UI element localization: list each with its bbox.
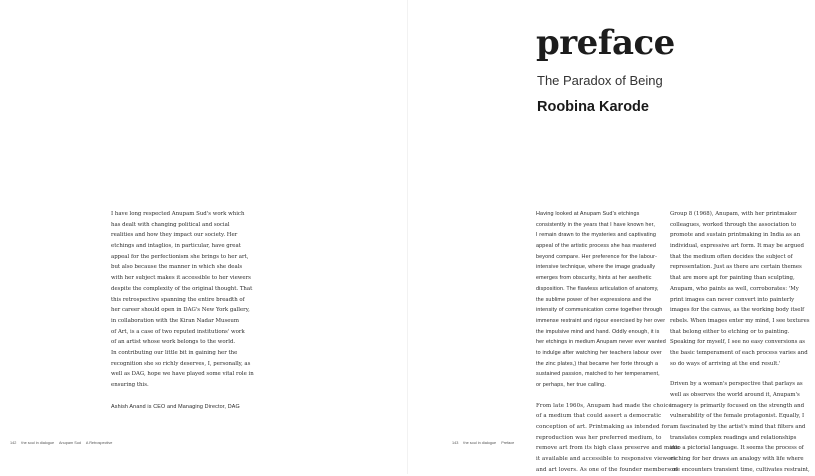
text-line: translates complex readings and relationships [670, 434, 797, 441]
signature-line: Ashish Anand is CEO and Managing Director, DAG [111, 403, 240, 410]
text-line: her career should open in DAG's New York gallery, [111, 307, 250, 314]
text-line: realities and how they impact our society. Her [111, 232, 238, 239]
text-line: one encounters transient time, cultivates restraint, [670, 466, 810, 473]
text-line: ensuring this. [111, 382, 149, 388]
author-name: Roobina Karode [537, 99, 649, 115]
footer-section: Preface [501, 441, 515, 445]
middle-column-text [536, 209, 679, 476]
text-line: that belong either to etching or to painting. [670, 328, 790, 335]
text-line: the impulsive mind and hand. Oddly enough, it is [536, 328, 660, 335]
text-line: well as observes the world around it, Anupam's [670, 392, 800, 398]
text-line: imagery is primarily focused on the strength and [670, 402, 805, 409]
text-line: images for the canvas, as the working body itself [670, 307, 805, 314]
text-line: In contributing our little bit in gaining her the [111, 349, 238, 356]
text-line: consistently in the years that I have known her, [536, 221, 655, 228]
text-line: that are more apt for painting than sculpting, [670, 275, 795, 282]
text-line: it available and accessible to responsive viewers [536, 456, 677, 463]
text-line: Speaking for myself, I see no easy conversions as [670, 339, 806, 346]
footer-book-title: the soul in dialogue [21, 441, 55, 445]
text-line: disposition. The flawless articulation of anatomy, [536, 285, 659, 292]
page-gutter [407, 0, 408, 474]
text-line: the basic temperament of each process varies and [670, 349, 808, 356]
text-line: but also because the manner in which she deals [111, 264, 243, 271]
text-line: emerges from obscurity, hints at her aesthetic [536, 275, 652, 282]
right-column-text [670, 209, 810, 476]
text-line: well as DAG, hope we have played some vital role in [111, 371, 254, 378]
text-line: appeal of the artistic process she has mastered [536, 243, 657, 250]
text-line: I have long respected Anupam Sud's work which [111, 211, 245, 217]
footer-section: Anupam Sud [59, 441, 81, 445]
footer-subsection: A Retrospective [85, 441, 113, 445]
text-line: Having looked at Anupam Sud's etchings [536, 211, 640, 217]
text-line: or perhaps, her true calling. [536, 382, 606, 388]
text-line: of Art, is a case of two reputed institutions' work [111, 328, 245, 335]
footer-right [452, 441, 518, 445]
text-line: beyond compare. Her preference for the labour- [536, 253, 658, 260]
text-line: Anupam, who paints as well, corroborates: 'My [670, 285, 799, 292]
text-line: remove art from its high class preserve and make [536, 445, 680, 452]
text-line: Driven by a woman's perspective that parlays as [670, 381, 803, 388]
text-line: etching for her draws an analogy with life where [670, 456, 804, 463]
text-line: with her subject makes it accessible to her viewers [111, 275, 251, 282]
text-line: immense restraint and rigour exercised by her over [536, 317, 666, 324]
text-line: into a pictorial language. It seems the process of [670, 445, 804, 452]
text-line: and art lovers. As one of the founder members of [536, 466, 678, 473]
left-column-text [111, 209, 254, 412]
text-line: that the medium often decides the subject of [670, 253, 793, 260]
text-line: the zinc plates,) that became her forte through a [536, 360, 659, 367]
text-line: recognition she so richly deserves, I, personally, as [111, 360, 251, 367]
text-line: in collaboration with the Kiran Nadar Museum [111, 317, 240, 324]
text-line: Group 8 (1968), Anupam, with her printmaker [670, 211, 797, 217]
text-line: print images can never convert into painterly [670, 296, 795, 303]
page-number: 142 [10, 441, 17, 445]
text-line: the sublime power of her expressions and the [536, 296, 652, 303]
text-line: conception of art. Printmaking as intended for [536, 424, 670, 431]
text-line: representation. Just as there are certain themes [670, 264, 802, 271]
footer-left [10, 441, 116, 445]
text-line: intensive technique, where the image gradually [536, 264, 656, 271]
text-line: despite the complexity of the original thought. That [111, 285, 253, 292]
text-line: of an artist whose work belongs to the world. [111, 339, 236, 346]
text-line: I remain drawn to the mysteries and captivating [536, 232, 657, 239]
page-number: 143 [452, 441, 459, 445]
text-line: From late 1960s, Anupam had made the choice [536, 402, 672, 409]
text-line: rebels. When images enter my mind, I see textures [670, 317, 810, 324]
text-line: has dealt with changing political and social [111, 221, 230, 228]
text-line: this retrospective spanning the entire breadth of [111, 296, 245, 303]
text-line: of a medium that could assert a democratic [536, 413, 662, 420]
text-line: colleagues, worked through the association to [670, 221, 797, 228]
text-line: reproduction was her preferred medium, to [536, 434, 662, 441]
footer-book-title: the soul in dialogue [463, 441, 497, 445]
text-line: individual, expressive art form. It may be argued [670, 243, 804, 250]
text-line: etchings and intaglios, in particular, have great [111, 243, 241, 250]
preface-title: preface [536, 23, 675, 63]
preface-subtitle: The Paradox of Being [537, 73, 663, 88]
text-line: sustained passion, matched to her temperament, [536, 371, 660, 378]
text-line: promote and sustain printmaking in India as an [670, 232, 801, 239]
text-line: intensity of communication come together through [536, 307, 663, 314]
text-line: her etchings in medium Anupam never ever wanted [536, 339, 666, 346]
text-line: vulnerability of the female protagonist. Equally, I [670, 413, 805, 420]
text-line: appeal for the perfectionism she brings to her art, [111, 253, 249, 260]
text-line: so do ways of arriving at the end result.' [670, 360, 781, 367]
text-line: to indulge after watching her teachers labour over [536, 349, 662, 356]
text-line: am fascinated by the artist's mind that filters and [670, 424, 806, 431]
